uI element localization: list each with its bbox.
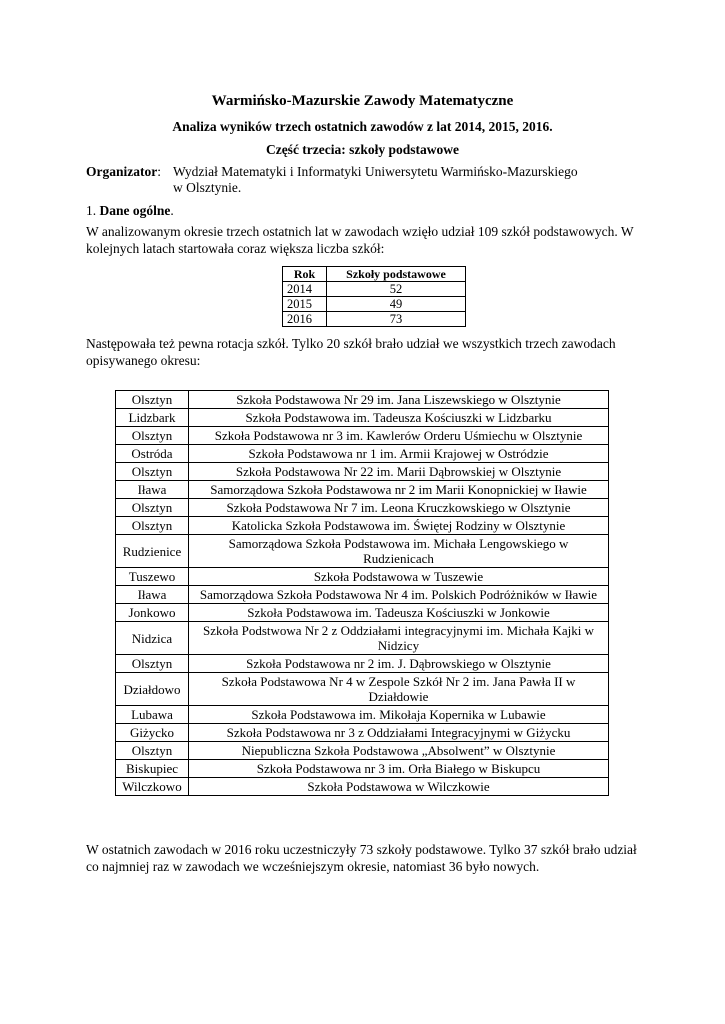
school-name-cell: Szkoła Podstawowa im. Tadeusza Kościuszki w Jonkowie [189,604,609,622]
school-row [116,724,609,742]
school-row [116,517,609,535]
school-row [116,706,609,724]
school-name-cell: Szkoła Podstawowa Nr 7 im. Leona Kruczkowskiego w Olsztynie [189,499,609,517]
year-cell: 2016 [283,312,327,327]
school-name-cell: Szkoła Podstawowa Nr 29 im. Jana Liszewskiego w Olsztynie [189,391,609,409]
organizer-block [86,164,578,195]
school-count-cell: 52 [327,282,466,297]
school-name-cell: Katolicka Szkoła Podstawowa im. Świętej Rodziny w Olsztynie [189,517,609,535]
schools-table [115,390,609,796]
school-name-cell: Samorządowa Szkoła Podstawowa Nr 4 im. Polskich Podróżników w Iławie [189,586,609,604]
school-name-cell: Szkoła Podstawowa nr 3 im. Orła Białego w Biskupcu [189,760,609,778]
school-row [116,760,609,778]
school-row [116,742,609,760]
year-count-table [282,266,466,327]
school-row [116,778,609,796]
year-cell: 2014 [283,282,327,297]
paragraph-rotation: Następowała też pewna rotacja szkół. Tylko 20 szkół brało udział we wszystkich trzech zawodach opisywanego okresu: [86,336,616,368]
school-name-cell: Samorządowa Szkoła Podstawowa nr 2 im Marii Konopnickiej w Iławie [189,481,609,499]
school-city-cell: Wilczkowo [116,778,189,796]
paragraph-intro: W analizowanym okresie trzech ostatnich lat w zawodach wzięło udział 109 szkół podstawowych. W kolejnych latach startowała coraz większa liczba szkół: [86,224,634,256]
document-part-title: Część trzecia: szkoły podstawowe [265,142,460,157]
school-city-cell: Olsztyn [116,517,189,535]
school-name-cell: Szkoła Podstawowa Nr 22 im. Marii Dąbrowskiej w Olsztynie [189,463,609,481]
school-city-cell: Lidzbark [116,409,189,427]
school-name-cell: Szkoła Podstawowa im. Mikołaja Kopernika w Lubawie [189,706,609,724]
school-row [116,568,609,586]
school-name-cell: Niepubliczna Szkoła Podstawowa „Absolwent” w Olsztynie [189,742,609,760]
school-city-cell: Jonkowo [116,604,189,622]
school-city-cell: Rudzienice [116,535,189,568]
school-row [116,481,609,499]
school-name-cell: Szkoła Podstawowa nr 2 im. J. Dąbrowskiego w Olsztynie [189,655,609,673]
school-row [116,622,609,655]
school-name-cell: Szkoła Podstawowa nr 3 z Oddziałami Integracyjnymi w Giżycku [189,724,609,742]
school-city-cell: Olsztyn [116,391,189,409]
school-name-cell: Szkoła Podstawowa w Tuszewie [189,568,609,586]
school-city-cell: Iława [116,481,189,499]
school-count-cell: 73 [327,312,466,327]
school-city-cell: Lubawa [116,706,189,724]
school-city-cell: Olsztyn [116,427,189,445]
year-table-header-row [283,267,466,282]
school-city-cell: Tuszewo [116,568,189,586]
school-city-cell: Biskupiec [116,760,189,778]
school-city-cell: Działdowo [116,673,189,706]
school-row [116,655,609,673]
organizer-label-text: Organizator [86,164,158,179]
school-city-cell: Iława [116,586,189,604]
school-row [116,535,609,568]
organizer-colon: : [157,164,161,179]
school-row [116,499,609,517]
school-city-cell: Olsztyn [116,655,189,673]
school-row [116,427,609,445]
school-name-cell: Szkoła Podstawowa w Wilczkowie [189,778,609,796]
school-row [116,463,609,481]
school-row [116,391,609,409]
year-cell: 2015 [283,297,327,312]
school-city-cell: Giżycko [116,724,189,742]
school-name-cell: Szkoła Podstawowa nr 1 im. Armii Krajowej w Ostródzie [189,445,609,463]
year-table-header-year: Rok [283,267,327,282]
school-city-cell: Olsztyn [116,742,189,760]
organizer-value [173,164,613,196]
section-number: 1. [86,203,97,218]
school-city-cell: Olsztyn [116,499,189,517]
document-title: Warmińsko-Mazurskie Zawody Matematyczne [211,93,514,109]
section-period: . [170,203,174,218]
paragraph-2016-summary: W ostatnich zawodach w 2016 roku uczestniczyły 73 szkoły podstawowe. Tylko 37 szkół brało udział co najmniej raz w zawodach we wcześniejszym okresie, natomiast 36 było nowych. [86,842,637,874]
school-count-cell: 49 [327,297,466,312]
organizer-line-1: Wydział Matematyki i Informatyki Uniwersytetu Warmińsko-Mazurskiego [173,164,578,179]
school-city-cell: Ostróda [116,445,189,463]
school-row [116,673,609,706]
school-city-cell: Nidzica [116,622,189,655]
year-table-row [283,282,466,297]
school-name-cell: Szkoła Podstawowa Nr 4 w Zespole Szkół Nr 2 im. Jana Pawła II w Działdowie [189,673,609,706]
school-name-cell: Szkoła Podstawowa im. Tadeusza Kościuszki w Lidzbarku [189,409,609,427]
organizer-label [86,164,173,180]
year-table-row [283,297,466,312]
school-row [116,409,609,427]
organizer-line-2: w Olsztynie. [173,180,242,195]
school-name-cell: Samorządowa Szkoła Podstawowa im. Michała Lengowskiego w Rudzienicach [189,535,609,568]
school-row [116,604,609,622]
year-table-row [283,312,466,327]
school-city-cell: Olsztyn [116,463,189,481]
school-row [116,586,609,604]
section-title: Dane ogólne [99,203,171,218]
school-name-cell: Szkoła Podstawowa nr 3 im. Kawlerów Orderu Uśmiechu w Olsztynie [189,427,609,445]
year-table-header-count: Szkoły podstawowe [327,267,466,282]
document-subtitle: Analiza wyników trzech ostatnich zawodów z lat 2014, 2015, 2016. [172,119,553,134]
school-row [116,445,609,463]
section-heading [86,203,646,220]
school-name-cell: Szkoła Podstwowa Nr 2 z Oddziałami integracyjnymi im. Michała Kajki w Nidzicy [189,622,609,655]
